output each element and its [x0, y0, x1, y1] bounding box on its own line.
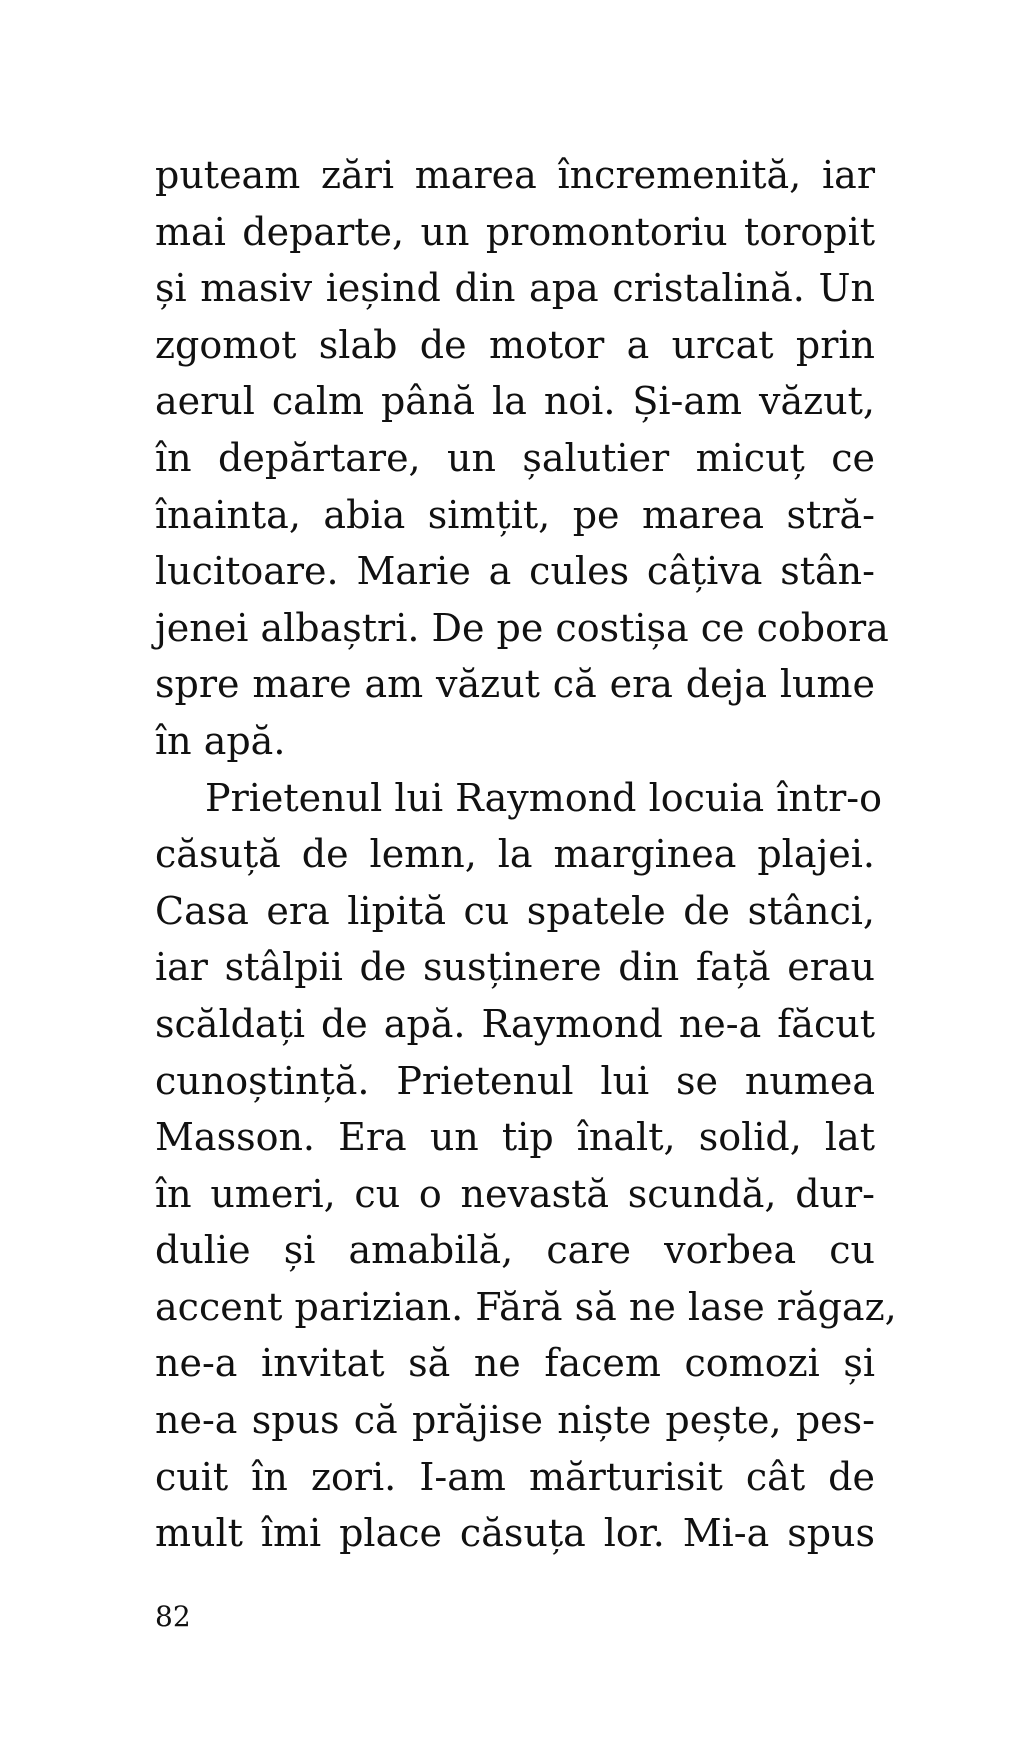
text-line: înainta, abia simțit, pe marea stră- — [155, 492, 875, 537]
text-line: cuit în zori. I-am mărturisit cât de — [155, 1454, 875, 1499]
text-line: mai departe, un promontoriu toropit — [155, 209, 875, 254]
text-line: în apă. — [155, 718, 286, 763]
text-line: Prietenul lui Raymond locuia într-o — [205, 775, 883, 820]
text-line: iar stâlpii de susținere din față erau — [155, 945, 875, 990]
text-line: spre mare am văzut că era deja lume — [155, 662, 875, 707]
text-line: ne-a spus că prăjise niște pește, pes- — [155, 1398, 875, 1443]
text-line: și masiv ieșind din apa cristalină. Un — [155, 266, 875, 311]
text-line: jenei albaștri. De pe costișa ce cobora — [155, 605, 889, 650]
page-number: 82 — [155, 1600, 191, 1633]
text-line: zgomot slab de motor a urcat prin — [155, 322, 875, 367]
text-line: mult îmi place căsuța lor. Mi-a spus — [155, 1511, 875, 1556]
text-line: Masson. Era un tip înalt, solid, lat — [155, 1115, 875, 1160]
text-line: accent parizian. Fără să ne lase răgaz, — [155, 1284, 897, 1329]
text-line: în depărtare, un șalutier micuț ce — [155, 435, 875, 480]
text-line: căsuță de lemn, la marginea plajei. — [155, 832, 875, 877]
text-line: scăldați de apă. Raymond ne-a făcut — [155, 1001, 875, 1046]
text-line: dulie și amabilă, care vorbea cu — [155, 1228, 875, 1273]
text-line: puteam zări marea încremenită, iar — [155, 153, 875, 197]
body-text — [155, 147, 897, 1562]
text-line: cunoștință. Prietenul lui se numea — [155, 1058, 875, 1103]
text-line: Casa era lipită cu spatele de stânci, — [155, 888, 875, 933]
text-line: în umeri, cu o nevastă scundă, dur- — [155, 1171, 875, 1216]
text-line: aerul calm până la noi. Și-am văzut, — [155, 379, 875, 424]
text-line: ne-a invitat să ne facem comozi și — [155, 1341, 875, 1386]
text-line: lucitoare. Marie a cules câțiva stân- — [155, 549, 875, 594]
